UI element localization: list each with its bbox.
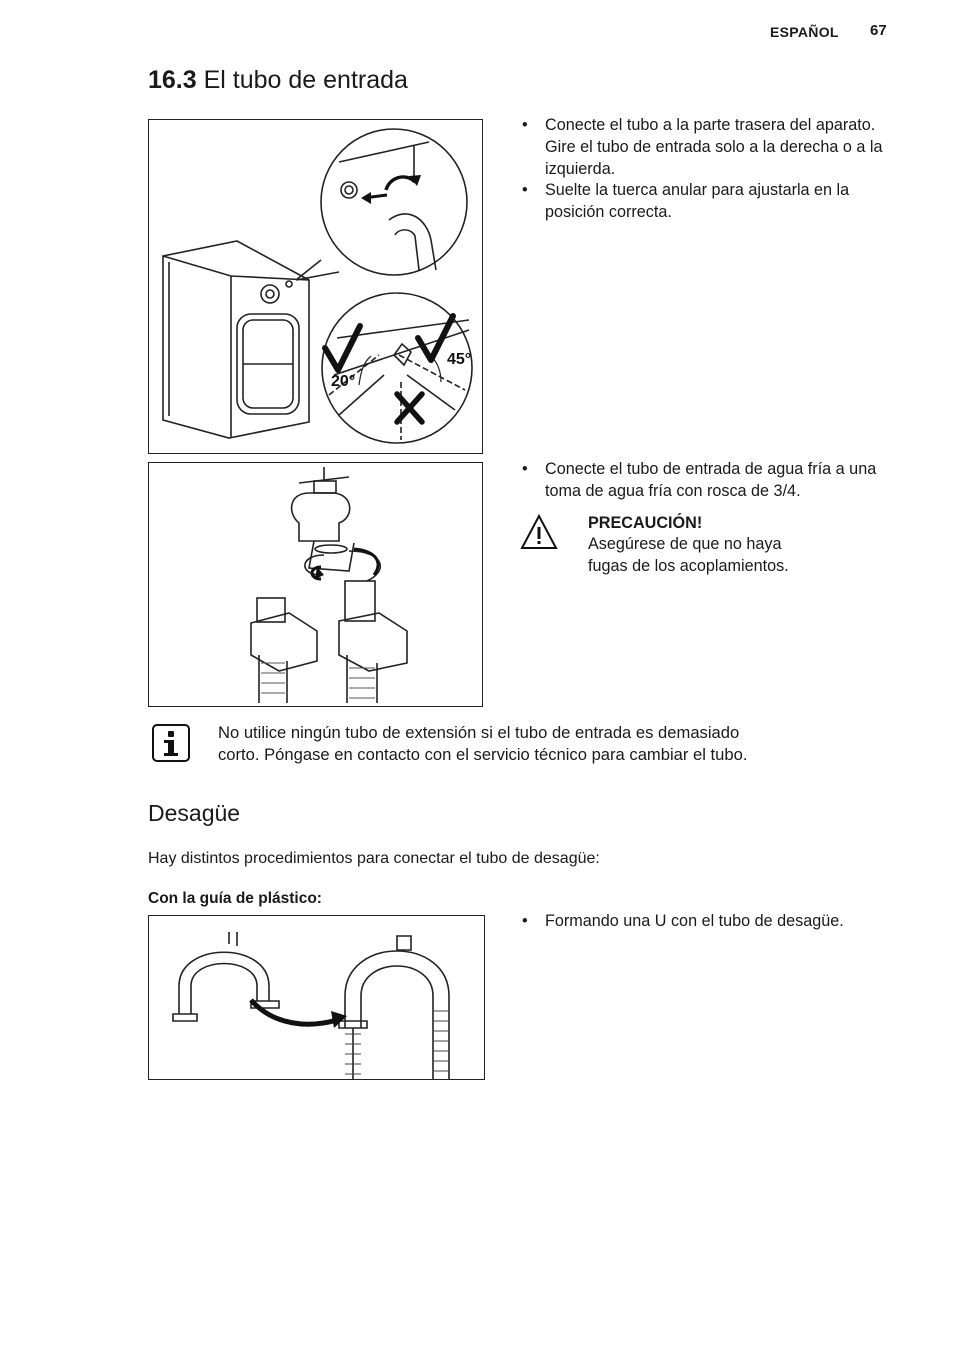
info-icon bbox=[152, 724, 190, 762]
list-item: • Conecte el tubo a la parte trasera del aparato. Gire el tubo de entrada solo a la derecha o a la izquierda. bbox=[520, 115, 890, 180]
info-note bbox=[218, 722, 918, 766]
drain-instructions-list bbox=[520, 911, 900, 933]
guide-label: Con la guía de plástico: bbox=[148, 890, 322, 907]
angle-label-20: 20° bbox=[331, 373, 356, 390]
caution-line-2: fugas de los acoplamientos. bbox=[588, 556, 789, 575]
figure-inlet-hose-connection bbox=[148, 119, 483, 454]
warning-triangle-icon bbox=[520, 513, 558, 551]
section-title-text: El tubo de entrada bbox=[203, 66, 408, 94]
tap-illustration bbox=[149, 463, 482, 706]
appliance-illustration bbox=[149, 120, 482, 453]
list-item: • Suelte la tuerca anular para ajustarla en la posición correcta. bbox=[520, 180, 890, 224]
drain-intro: Hay distintos procedimientos para conectar el tubo de desagüe: bbox=[148, 850, 600, 867]
list-item: • Conecte el tubo de entrada de agua fría a una toma de agua fría con rosca de 3/4. bbox=[520, 459, 890, 503]
page-number: 67 bbox=[870, 22, 887, 39]
instructions-list-2 bbox=[520, 459, 890, 503]
header-language: ESPAÑOL bbox=[770, 24, 839, 40]
instructions-list-1 bbox=[520, 115, 890, 224]
section-number: 16.3 bbox=[148, 66, 197, 94]
drain-title: Desagüe bbox=[148, 800, 241, 826]
note-line-1: No utilice ningún tubo de extensión si el tubo de entrada es demasiado bbox=[218, 723, 740, 742]
figure-tap-connection bbox=[148, 462, 483, 707]
list-item: • Formando una U con el tubo de desagüe. bbox=[520, 911, 900, 933]
note-line-2: corto. Póngase en contacto con el servicio técnico para cambiar el tubo. bbox=[218, 745, 748, 764]
angle-label-45: 45° bbox=[447, 351, 472, 368]
section-title bbox=[148, 66, 408, 95]
drain-guide-illustration bbox=[149, 916, 484, 1079]
caution-line-1: Asegúrese de que no haya bbox=[588, 535, 782, 553]
caution-block bbox=[588, 512, 888, 577]
caution-title: PRECAUCIÓN! bbox=[588, 514, 703, 532]
figure-drain-guide bbox=[148, 915, 485, 1080]
